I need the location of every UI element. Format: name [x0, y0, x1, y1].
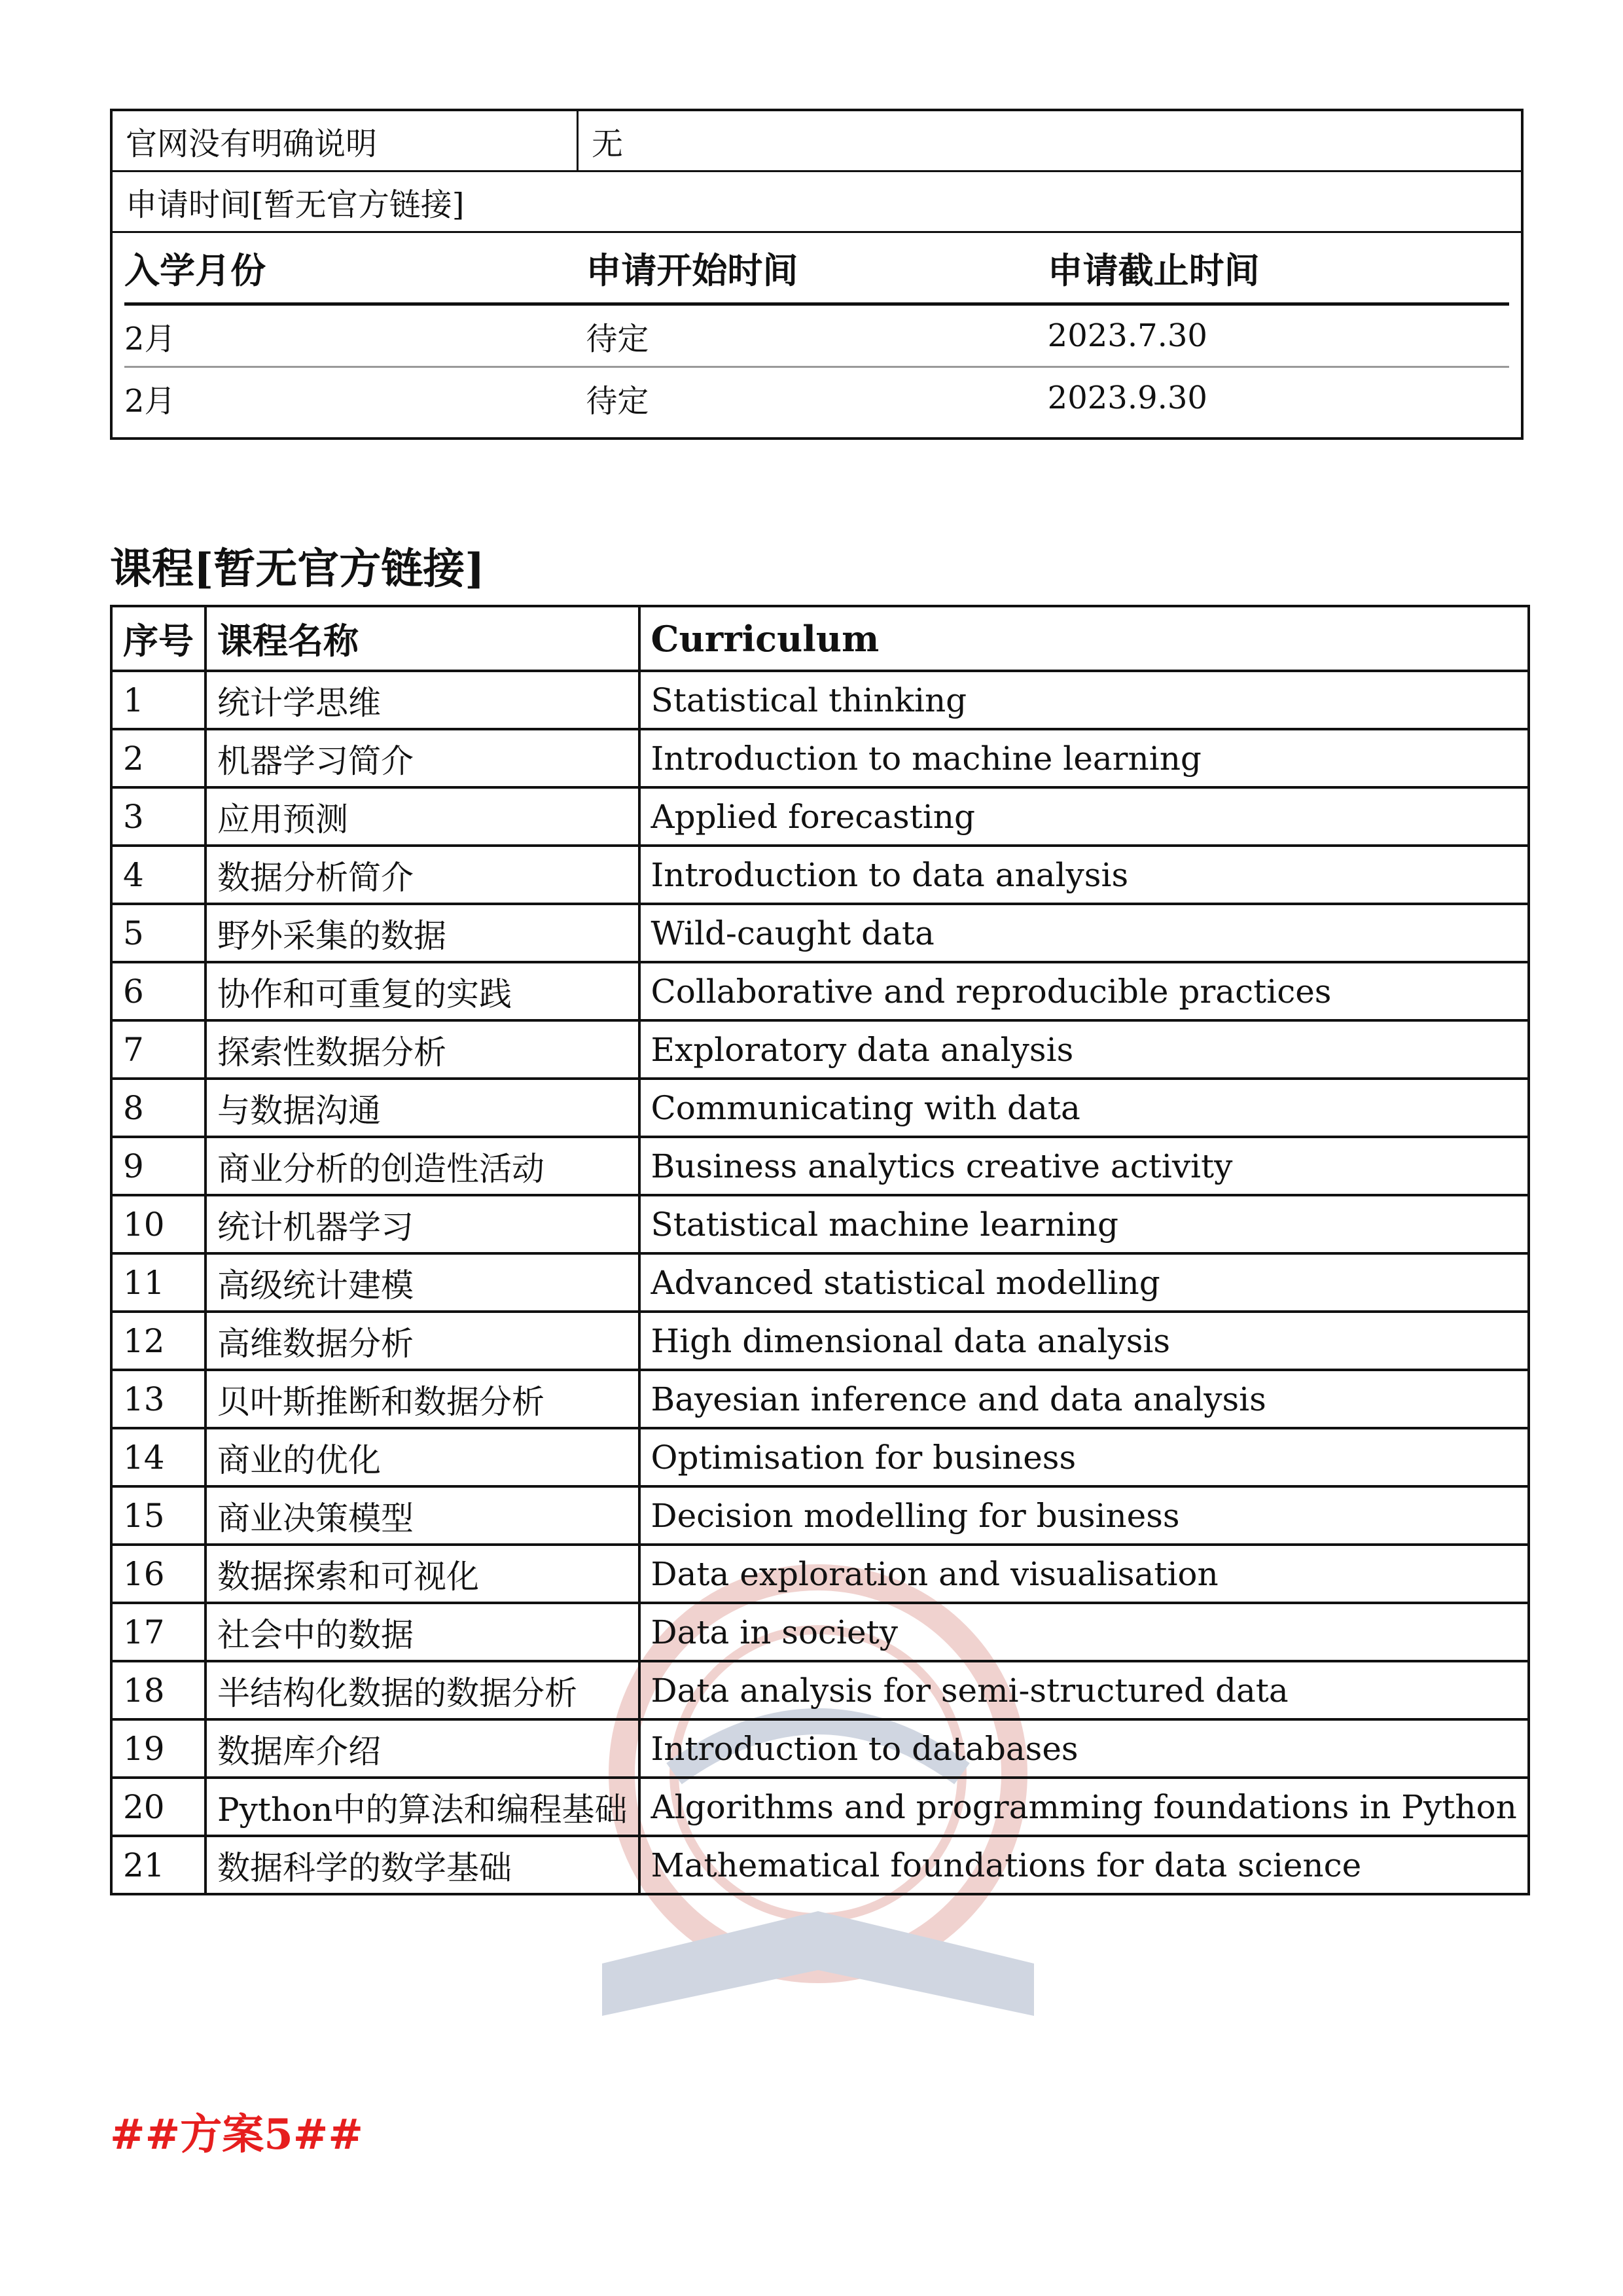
course-name-zh: 机器学习简介 — [205, 729, 639, 787]
plan-heading: ##方案5## — [110, 2110, 364, 2159]
course-name-en: Data exploration and visualisation — [639, 1545, 1529, 1603]
deadline: 2023.7.30 — [1047, 317, 1207, 354]
course-number: 14 — [111, 1428, 205, 1486]
course-name-en: Exploratory data analysis — [639, 1020, 1529, 1079]
course-name-en: Introduction to data analysis — [639, 846, 1529, 904]
course-number: 11 — [111, 1253, 205, 1312]
course-number: 17 — [111, 1603, 205, 1661]
course-number: 2 — [111, 729, 205, 787]
course-row — [111, 846, 1529, 904]
header-deadline: 申请截止时间 — [1047, 249, 1260, 291]
course-name-en: Algorithms and programming foundations in Python — [639, 1778, 1529, 1836]
course-number: 19 — [111, 1719, 205, 1778]
application-time-row — [124, 306, 1509, 368]
course-number: 1 — [111, 671, 205, 729]
application-time-table — [113, 233, 1521, 437]
course-row — [111, 962, 1529, 1020]
course-row — [111, 1195, 1529, 1253]
course-number: 16 — [111, 1545, 205, 1603]
course-name-en: Introduction to machine learning — [639, 729, 1529, 787]
course-name-zh: 半结构化数据的数据分析 — [205, 1661, 639, 1719]
course-number: 21 — [111, 1836, 205, 1894]
course-name-zh: 商业分析的创造性活动 — [205, 1137, 639, 1195]
course-row — [111, 1428, 1529, 1486]
course-number: 9 — [111, 1137, 205, 1195]
course-number: 10 — [111, 1195, 205, 1253]
course-number: 5 — [111, 904, 205, 962]
intake-month: 2月 — [124, 382, 176, 420]
application-time-header — [124, 233, 1509, 306]
course-table-body — [111, 671, 1529, 1894]
header-intake-month: 入学月份 — [124, 249, 266, 291]
course-name-zh: 高级统计建模 — [205, 1253, 639, 1312]
course-row — [111, 1079, 1529, 1137]
course-name-zh: 协作和可重复的实践 — [205, 962, 639, 1020]
course-number: 4 — [111, 846, 205, 904]
course-name-en: Statistical machine learning — [639, 1195, 1529, 1253]
header-course-name: 课程名称 — [205, 606, 639, 671]
course-name-en: Collaborative and reproducible practices — [639, 962, 1529, 1020]
course-name-zh: 贝叶斯推断和数据分析 — [205, 1370, 639, 1428]
header-start-time: 申请开始时间 — [586, 249, 798, 291]
course-name-zh: 野外采集的数据 — [205, 904, 639, 962]
course-number: 15 — [111, 1486, 205, 1545]
course-name-zh: Python中的算法和编程基础 — [205, 1778, 639, 1836]
course-number: 18 — [111, 1661, 205, 1719]
course-number: 8 — [111, 1079, 205, 1137]
application-time-title: 申请时间[暂无官方链接] — [113, 172, 1521, 233]
course-name-en: Data analysis for semi-structured data — [639, 1661, 1529, 1719]
application-time-row — [124, 368, 1509, 428]
course-name-en: Bayesian inference and data analysis — [639, 1370, 1529, 1428]
course-table-header — [111, 606, 1529, 671]
course-name-en: Communicating with data — [639, 1079, 1529, 1137]
course-row — [111, 1545, 1529, 1603]
course-section-title: 课程[暂无官方链接] — [110, 545, 485, 594]
header-number: 序号 — [111, 606, 205, 671]
course-name-en: Optimisation for business — [639, 1428, 1529, 1486]
course-name-zh: 社会中的数据 — [205, 1603, 639, 1661]
course-row — [111, 1836, 1529, 1894]
course-name-zh: 数据库介绍 — [205, 1719, 639, 1778]
course-name-en: Business analytics creative activity — [639, 1137, 1529, 1195]
course-number: 7 — [111, 1020, 205, 1079]
course-name-zh: 商业决策模型 — [205, 1486, 639, 1545]
course-name-en: Statistical thinking — [639, 671, 1529, 729]
intake-month: 2月 — [124, 320, 176, 357]
course-number: 12 — [111, 1312, 205, 1370]
course-name-zh: 统计学思维 — [205, 671, 639, 729]
course-name-en: Decision modelling for business — [639, 1486, 1529, 1545]
course-row — [111, 1603, 1529, 1661]
course-number: 3 — [111, 787, 205, 846]
course-row — [111, 1370, 1529, 1428]
course-row — [111, 1661, 1529, 1719]
course-row — [111, 1778, 1529, 1836]
course-name-en: Wild-caught data — [639, 904, 1529, 962]
course-name-en: Data in society — [639, 1603, 1529, 1661]
course-row — [111, 1312, 1529, 1370]
course-row — [111, 787, 1529, 846]
course-name-en: Introduction to databases — [639, 1719, 1529, 1778]
course-name-en: Mathematical foundations for data science — [639, 1836, 1529, 1894]
course-row — [111, 1719, 1529, 1778]
application-table — [110, 109, 1524, 440]
course-name-zh: 商业的优化 — [205, 1428, 639, 1486]
start-time: 待定 — [586, 382, 649, 420]
course-number: 13 — [111, 1370, 205, 1428]
course-number: 6 — [111, 962, 205, 1020]
course-name-en: Applied forecasting — [639, 787, 1529, 846]
course-row — [111, 729, 1529, 787]
course-name-zh: 与数据沟通 — [205, 1079, 639, 1137]
header-curriculum: Curriculum — [639, 606, 1529, 671]
course-row — [111, 671, 1529, 729]
deadline: 2023.9.30 — [1047, 380, 1207, 416]
course-row — [111, 1137, 1529, 1195]
info-row — [113, 111, 1521, 172]
course-row — [111, 1020, 1529, 1079]
course-name-zh: 数据探索和可视化 — [205, 1545, 639, 1603]
course-name-zh: 数据科学的数学基础 — [205, 1836, 639, 1894]
course-name-zh: 数据分析简介 — [205, 846, 639, 904]
course-name-zh: 高维数据分析 — [205, 1312, 639, 1370]
course-name-en: High dimensional data analysis — [639, 1312, 1529, 1370]
course-name-zh: 应用预测 — [205, 787, 639, 846]
info-value: 无 — [592, 125, 624, 162]
course-table — [110, 605, 1530, 1895]
start-time: 待定 — [586, 320, 649, 357]
course-row — [111, 1253, 1529, 1312]
course-number: 20 — [111, 1778, 205, 1836]
course-name-zh: 统计机器学习 — [205, 1195, 639, 1253]
course-row — [111, 1486, 1529, 1545]
course-name-zh: 探索性数据分析 — [205, 1020, 639, 1079]
course-name-en: Advanced statistical modelling — [639, 1253, 1529, 1312]
info-label: 官网没有明确说明 — [113, 111, 579, 170]
course-row — [111, 904, 1529, 962]
